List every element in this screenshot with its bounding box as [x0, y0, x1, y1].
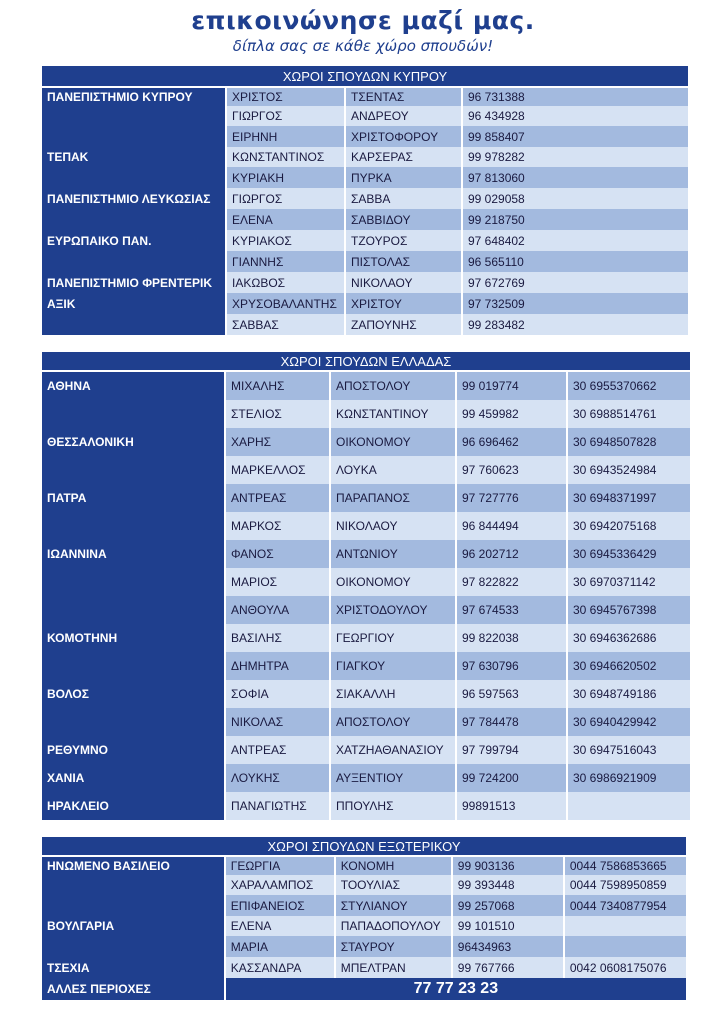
- first-cell: ΚΥΡΙΑΚΗ: [227, 167, 344, 188]
- first-cell: ΛΟΥΚΗΣ: [226, 764, 329, 792]
- last-cell: ΠΠΟΥΛΗΣ: [331, 792, 455, 820]
- phone-cell: 96 597563: [457, 680, 566, 708]
- phone-cell: 99 218750: [463, 209, 688, 230]
- first-cell: ΕΛΕΝΑ: [227, 209, 344, 230]
- table-row: [42, 88, 688, 106]
- first-cell: ΙΑΚΩΒΟΣ: [227, 272, 344, 293]
- phone-cell: 99 903136: [453, 857, 563, 875]
- place-cell: ΠΑΝΕΠΙΣΤΗΜΙΟ ΛΕΥΚΩΣΙΑΣ: [42, 188, 225, 209]
- place-cell: [42, 708, 224, 736]
- last-cell: ΛΟΥΚΑ: [331, 456, 455, 484]
- table-row: [42, 957, 686, 978]
- place-cell: ΤΕΠΑΚ: [42, 147, 225, 167]
- phone-cell: 99 257068: [453, 895, 563, 916]
- table-row: [42, 147, 688, 167]
- first-cell: ΜΙΧΑΛΗΣ: [226, 372, 329, 400]
- abroad-contacts-table: [40, 837, 688, 1000]
- section-title: ΧΩΡΟΙ ΣΠΟΥΔΩΝ ΕΞΩΤΕΡΙΚΟΥ: [42, 837, 686, 855]
- last-cell: ΣΤΑΥΡΟΥ: [336, 936, 451, 957]
- last-cell: ΖΑΠΟΥΝΗΣ: [346, 314, 461, 335]
- table-row: [42, 106, 688, 126]
- table-row: [42, 188, 688, 209]
- table-row: [42, 875, 686, 895]
- first-cell: ΜΑΡΚΟΣ: [226, 512, 329, 540]
- last-cell: ΑΝΔΡΕΟΥ: [346, 106, 461, 126]
- first-cell: ΜΑΡΚΕΛΛΟΣ: [226, 456, 329, 484]
- phone2-cell: 30 6948749186: [568, 680, 690, 708]
- last-cell: ΝΙΚΟΛΑΟΥ: [346, 272, 461, 293]
- phone-cell: 99 019774: [457, 372, 566, 400]
- first-cell: ΧΡΥΣΟΒΑΛΑΝΤΗΣ: [227, 293, 344, 314]
- phone-cell: 99 393448: [453, 875, 563, 895]
- last-cell: ΓΕΩΡΓΙΟΥ: [331, 624, 455, 652]
- phone-cell: 97 822822: [457, 568, 566, 596]
- first-cell: ΓΙΩΡΓΟΣ: [227, 106, 344, 126]
- table-row: [42, 857, 686, 875]
- place-cell: ΒΟΛΟΣ: [42, 680, 224, 708]
- last-cell: ΧΑΤΖΗΑΘΑΝΑΣΙΟΥ: [331, 736, 455, 764]
- first-cell: ΓΙΩΡΓΟΣ: [227, 188, 344, 209]
- first-cell: ΧΑΡΑΛΑΜΠΟΣ: [226, 875, 334, 895]
- place-cell: [42, 512, 224, 540]
- table-row: [42, 652, 690, 680]
- last-cell: ΣΑΒΒΙΔΟΥ: [346, 209, 461, 230]
- place-cell: [42, 400, 224, 428]
- phone-cell: 99 029058: [463, 188, 688, 209]
- last-cell: ΠΥΡΚΑ: [346, 167, 461, 188]
- other-areas-row: [42, 978, 686, 1000]
- first-cell: ΠΑΝΑΓΙΩΤΗΣ: [226, 792, 329, 820]
- table-row: [42, 251, 688, 272]
- first-cell: ΕΛΕΝΑ: [226, 916, 334, 936]
- first-cell: ΑΝΤΡΕΑΣ: [226, 736, 329, 764]
- last-cell: ΧΡΙΣΤΟΔΟΥΛΟΥ: [331, 596, 455, 624]
- place-cell: ΚΟΜΟΤΗΝΗ: [42, 624, 224, 652]
- table-row: [42, 372, 690, 400]
- last-cell: ΓΙΑΓΚΟΥ: [331, 652, 455, 680]
- first-cell: ΧΡΙΣΤΟΣ: [227, 88, 344, 106]
- first-cell: ΑΝΘΟΥΛΑ: [226, 596, 329, 624]
- phone-cell: 99 767766: [453, 957, 563, 978]
- first-cell: ΣΤΕΛΙΟΣ: [226, 400, 329, 428]
- phone-cell: 99 283482: [463, 314, 688, 335]
- phone2-cell: 30 6988514761: [568, 400, 690, 428]
- phone-cell: 99 858407: [463, 126, 688, 147]
- place-cell: [42, 596, 224, 624]
- cyprus-contacts-table: [40, 66, 690, 335]
- first-cell: ΚΑΣΣΑΝΔΡΑ: [226, 957, 334, 978]
- place-cell: [42, 875, 224, 895]
- last-cell: ΝΙΚΟΛΑΟΥ: [331, 512, 455, 540]
- phone-cell: 96 844494: [457, 512, 566, 540]
- table-row: [42, 484, 690, 512]
- last-cell: ΟΙΚΟΝΟΜΟΥ: [331, 428, 455, 456]
- table-row: [42, 456, 690, 484]
- last-cell: ΚΟΝΟΜΗ: [336, 857, 451, 875]
- place-cell: [42, 167, 225, 188]
- phone2-cell: 30 6970371142: [568, 568, 690, 596]
- place-cell: [42, 568, 224, 596]
- phone-cell: 96 731388: [463, 88, 688, 106]
- first-cell: ΣΟΦΙΑ: [226, 680, 329, 708]
- last-cell: ΣΑΒΒΑ: [346, 188, 461, 209]
- table-row: [42, 736, 690, 764]
- phone2-cell: 30 6946620502: [568, 652, 690, 680]
- table-row: [42, 764, 690, 792]
- phone2-cell: 30 6942075168: [568, 512, 690, 540]
- place-cell: [42, 209, 225, 230]
- place-cell: [42, 126, 225, 147]
- place-cell: ΧΑΝΙΑ: [42, 764, 224, 792]
- other-areas-label: ΑΛΛΕΣ ΠΕΡΙΟΧΕΣ: [42, 978, 224, 1000]
- section-title: ΧΩΡΟΙ ΣΠΟΥΔΩΝ ΕΛΛΑΔΑΣ: [42, 352, 690, 370]
- phone2-cell: 30 6947516043: [568, 736, 690, 764]
- table-row: [42, 540, 690, 568]
- table-row: [42, 708, 690, 736]
- last-cell: ΤΣΕΝΤΑΣ: [346, 88, 461, 106]
- last-cell: ΑΥΞΕΝΤΙΟΥ: [331, 764, 455, 792]
- place-cell: ΗΝΩΜΕΝΟ ΒΑΣΙΛΕΙΟ: [42, 857, 224, 875]
- phone-cell: 96434963: [453, 936, 563, 957]
- first-cell: ΒΑΣΙΛΗΣ: [226, 624, 329, 652]
- last-cell: ΠΙΣΤΟΛΑΣ: [346, 251, 461, 272]
- phone2-cell: 30 6946362686: [568, 624, 690, 652]
- first-cell: ΚΩΝΣΤΑΝΤΙΝΟΣ: [227, 147, 344, 167]
- phone2-cell: 30 6948507828: [568, 428, 690, 456]
- phone-cell: 97 799794: [457, 736, 566, 764]
- phone-cell: 97 813060: [463, 167, 688, 188]
- table-row: [42, 568, 690, 596]
- place-cell: [42, 936, 224, 957]
- first-cell: ΜΑΡΙΟΣ: [226, 568, 329, 596]
- phone2-cell: 30 6940429942: [568, 708, 690, 736]
- last-cell: ΠΑΠΑΔΟΠΟΥΛΟΥ: [336, 916, 451, 936]
- phone-cell: 97 674533: [457, 596, 566, 624]
- phone-cell: 97 727776: [457, 484, 566, 512]
- place-cell: ΡΕΘΥΜΝΟ: [42, 736, 224, 764]
- phone2-cell: [565, 936, 686, 957]
- table-row: [42, 209, 688, 230]
- first-cell: ΓΙΑΝΝΗΣ: [227, 251, 344, 272]
- place-cell: [42, 314, 225, 335]
- phone-cell: 97 784478: [457, 708, 566, 736]
- phone2-cell: 30 6955370662: [568, 372, 690, 400]
- phone2-cell: 0042 0608175076: [565, 957, 686, 978]
- table-row: [42, 126, 688, 147]
- headline-title: επικοινώνησε μαζί μας.: [191, 6, 535, 35]
- phone2-cell: 0044 7340877954: [565, 895, 686, 916]
- table-row: [42, 895, 686, 916]
- table-row: [42, 428, 690, 456]
- phone-cell: 99 724200: [457, 764, 566, 792]
- last-cell: ΚΑΡΣΕΡΑΣ: [346, 147, 461, 167]
- last-cell: ΑΠΟΣΤΟΛΟΥ: [331, 708, 455, 736]
- phone2-cell: 30 6945336429: [568, 540, 690, 568]
- place-cell: ΤΣΕΧΙΑ: [42, 957, 224, 978]
- last-cell: ΧΡΙΣΤΟΦΟΡΟΥ: [346, 126, 461, 147]
- place-cell: ΘΕΣΣΑΛΟΝΙΚΗ: [42, 428, 224, 456]
- table-row: [42, 916, 686, 936]
- table-row: [42, 314, 688, 335]
- table-row: [42, 272, 688, 293]
- place-cell: ΕΥΡΩΠΑΙΚΟ ΠΑΝ.: [42, 230, 225, 251]
- first-cell: ΑΝΤΡΕΑΣ: [226, 484, 329, 512]
- place-cell: [42, 106, 225, 126]
- last-cell: ΣΙΑΚΑΛΛΗ: [331, 680, 455, 708]
- first-cell: ΓΕΩΡΓΙΑ: [226, 857, 334, 875]
- table-row: [42, 230, 688, 251]
- last-cell: ΠΑΡΑΠΑΝΟΣ: [331, 484, 455, 512]
- place-cell: ΠΑΤΡΑ: [42, 484, 224, 512]
- place-cell: ΑΘΗΝΑ: [42, 372, 224, 400]
- phone2-cell: [565, 916, 686, 936]
- greece-contacts-table: [40, 352, 692, 820]
- last-cell: ΤΟΟΥΛΙΑΣ: [336, 875, 451, 895]
- last-cell: ΣΤΥΛΙΑΝΟΥ: [336, 895, 451, 916]
- first-cell: ΦΑΝΟΣ: [226, 540, 329, 568]
- table-row: [42, 293, 688, 314]
- phone-cell: 97 648402: [463, 230, 688, 251]
- phone-cell: 99 822038: [457, 624, 566, 652]
- phone-cell: 97 732509: [463, 293, 688, 314]
- table-row: [42, 167, 688, 188]
- phone-cell: 99 101510: [453, 916, 563, 936]
- abroad-header-row: [42, 837, 686, 855]
- phone2-cell: 30 6945767398: [568, 596, 690, 624]
- last-cell: ΧΡΙΣΤΟΥ: [346, 293, 461, 314]
- table-row: [42, 512, 690, 540]
- place-cell: ΑΞΙΚ: [42, 293, 225, 314]
- first-cell: ΕΠΙΦΑΝΕΙΟΣ: [226, 895, 334, 916]
- table-row: [42, 792, 690, 820]
- phone-cell: 96 696462: [457, 428, 566, 456]
- place-cell: ΙΩΑΝΝΙΝΑ: [42, 540, 224, 568]
- phone2-cell: 30 6986921909: [568, 764, 690, 792]
- phone-cell: 97 672769: [463, 272, 688, 293]
- place-cell: [42, 652, 224, 680]
- phone2-cell: 0044 7586853665: [565, 857, 686, 875]
- last-cell: ΑΠΟΣΤΟΛΟΥ: [331, 372, 455, 400]
- phone-cell: 96 565110: [463, 251, 688, 272]
- place-cell: [42, 251, 225, 272]
- phone-cell: 96 434928: [463, 106, 688, 126]
- cyprus-header-row: [42, 66, 688, 86]
- last-cell: ΟΙΚΟΝΟΜΟΥ: [331, 568, 455, 596]
- phone-cell: 99 978282: [463, 147, 688, 167]
- last-cell: ΤΖΟΥΡΟΣ: [346, 230, 461, 251]
- phone2-cell: 30 6948371997: [568, 484, 690, 512]
- phone2-cell: 0044 7598950859: [565, 875, 686, 895]
- other-areas-phone: 77 77 23 23: [226, 978, 686, 1000]
- first-cell: ΔΗΜΗΤΡΑ: [226, 652, 329, 680]
- first-cell: ΚΥΡΙΑΚΟΣ: [227, 230, 344, 251]
- place-cell: [42, 895, 224, 916]
- section-title: ΧΩΡΟΙ ΣΠΟΥΔΩΝ ΚΥΠΡΟΥ: [42, 66, 688, 86]
- phone-cell: 96 202712: [457, 540, 566, 568]
- place-cell: ΠΑΝΕΠΙΣΤΗΜΙΟ ΦΡΕΝΤΕΡΙΚ: [42, 272, 225, 293]
- phone-cell: 97 760623: [457, 456, 566, 484]
- first-cell: ΕΙΡΗΝΗ: [227, 126, 344, 147]
- first-cell: ΧΑΡΗΣ: [226, 428, 329, 456]
- first-cell: ΜΑΡΙΑ: [226, 936, 334, 957]
- greece-header-row: [42, 352, 690, 370]
- phone2-cell: [568, 792, 690, 820]
- table-row: [42, 596, 690, 624]
- place-cell: ΠΑΝΕΠΙΣΤΗΜΙΟ ΚΥΠΡΟΥ: [42, 88, 225, 106]
- table-row: [42, 936, 686, 957]
- phone2-cell: 30 6943524984: [568, 456, 690, 484]
- phone-cell: 99 459982: [457, 400, 566, 428]
- place-cell: ΗΡΑΚΛΕΙΟ: [42, 792, 224, 820]
- first-cell: ΝΙΚΟΛΑΣ: [226, 708, 329, 736]
- table-row: [42, 624, 690, 652]
- last-cell: ΚΩΝΣΤΑΝΤΙΝΟΥ: [331, 400, 455, 428]
- phone-cell: 97 630796: [457, 652, 566, 680]
- place-cell: [42, 456, 224, 484]
- last-cell: ΑΝΤΩΝΙΟΥ: [331, 540, 455, 568]
- first-cell: ΣΑΒΒΑΣ: [227, 314, 344, 335]
- last-cell: ΜΠΕΛΤΡΑΝ: [336, 957, 451, 978]
- table-row: [42, 400, 690, 428]
- phone-cell: 99891513: [457, 792, 566, 820]
- headline-subtitle: δίπλα σας σε κάθε χώρο σπουδών!: [232, 37, 494, 55]
- table-row: [42, 680, 690, 708]
- place-cell: ΒΟΥΛΓΑΡΙΑ: [42, 916, 224, 936]
